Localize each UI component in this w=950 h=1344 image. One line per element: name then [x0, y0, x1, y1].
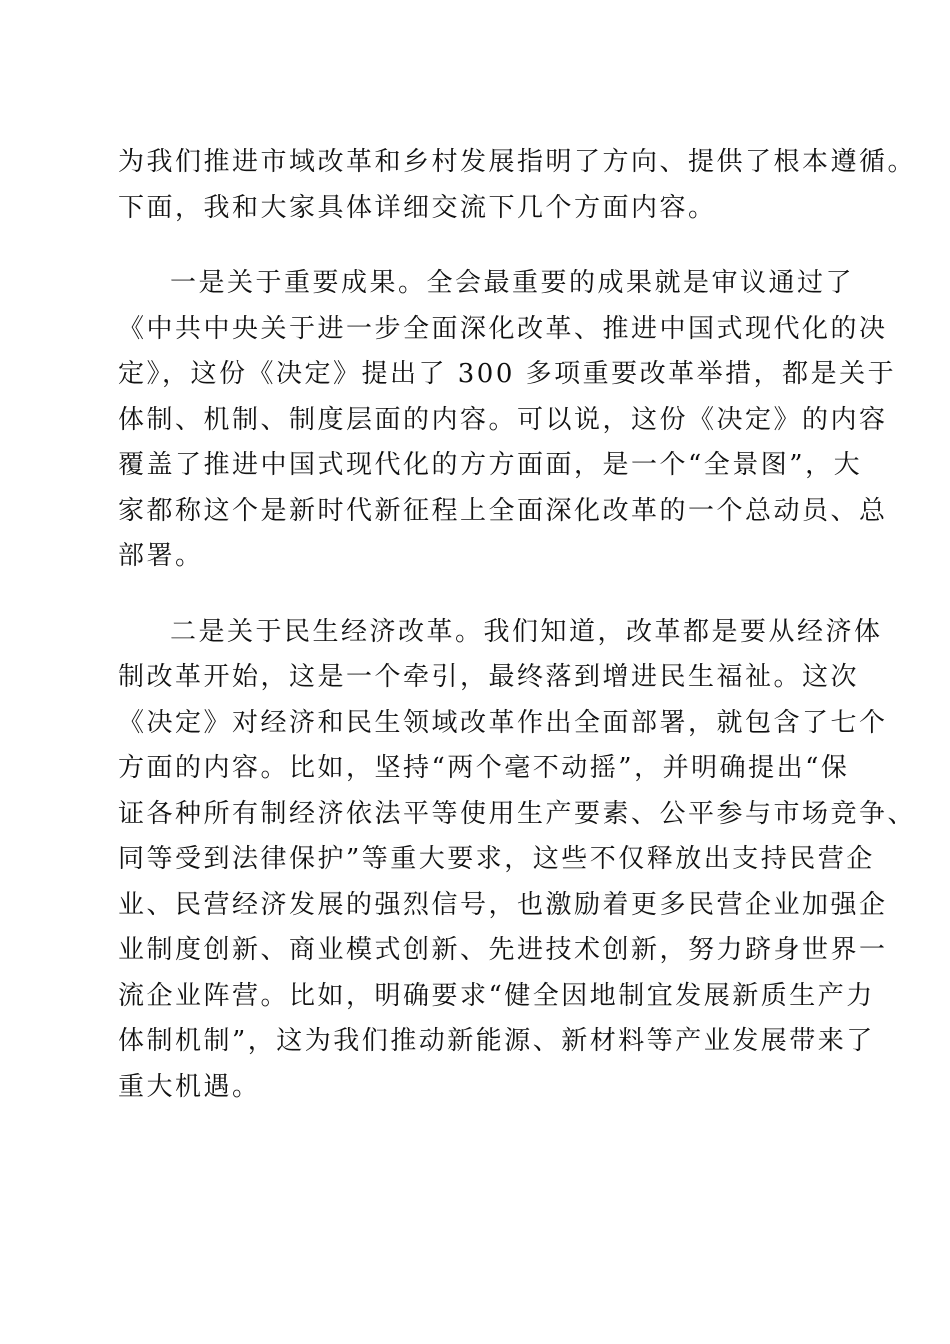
paragraph-important-results [118, 261, 897, 580]
text-line: 体制、机制、制度层面的内容。可以说，这份《决定》的内容 [118, 404, 888, 435]
text-line: 为我们推进市域改革和乡村发展指明了方向、提供了根本遵循。 [118, 147, 917, 177]
text-line: 业、民营经济发展的强烈信号，也激励着更多民营企业加强企 [118, 889, 888, 920]
text-line: 《中共中央关于进一步全面深化改革、推进中国式现代化的决 [118, 313, 888, 344]
text-line: 下面，我和大家具体详细交流下几个方面内容。 [118, 192, 717, 223]
body-text [118, 140, 917, 1140]
text-line: 二是关于民生经济改革。我们知道，改革都是要从经济体 [170, 616, 883, 647]
text-line: 同等受到法律保护”等重大要求，这些不仅释放出支持民营企 [118, 844, 875, 874]
text-line: 部署。 [118, 541, 204, 571]
text-line: 定》，这份《决定》提出了 300 多项重要改革举措，都是关于 [118, 359, 897, 389]
text-line: 一是关于重要成果。全会最重要的成果就是审议通过了 [170, 268, 855, 298]
paragraph-intro-continuation [118, 140, 917, 231]
text-line: 家都称这个是新时代新征程上全面深化改革的一个总动员、总 [118, 495, 888, 526]
text-line: 流企业阵营。比如，明确要求“健全因地制宜发展新质生产力 [118, 980, 875, 1011]
paragraph-livelihood-economic-reform [118, 610, 917, 1111]
text-line: 重大机遇。 [118, 1071, 261, 1102]
text-line: 业制度创新、商业模式创新、先进技术创新，努力跻身世界一 [118, 935, 888, 965]
text-line: 方面的内容。比如，坚持“两个毫不动摇”，并明确提出“保 [118, 753, 850, 783]
text-line: 《决定》对经济和民生领域改革作出全面部署，就包含了七个 [118, 707, 888, 738]
text-line: 证各种所有制经济依法平等使用生产要素、公平参与市场竞争、 [118, 798, 917, 829]
text-line: 体制机制”，这为我们推动新能源、新材料等产业发展带来了 [118, 1026, 875, 1056]
text-line: 制改革开始，这是一个牵引，最终落到增进民生福祉。这次 [118, 662, 860, 692]
text-line: 覆盖了推进中国式现代化的方方面面，是一个“全景图”，大 [118, 450, 863, 480]
